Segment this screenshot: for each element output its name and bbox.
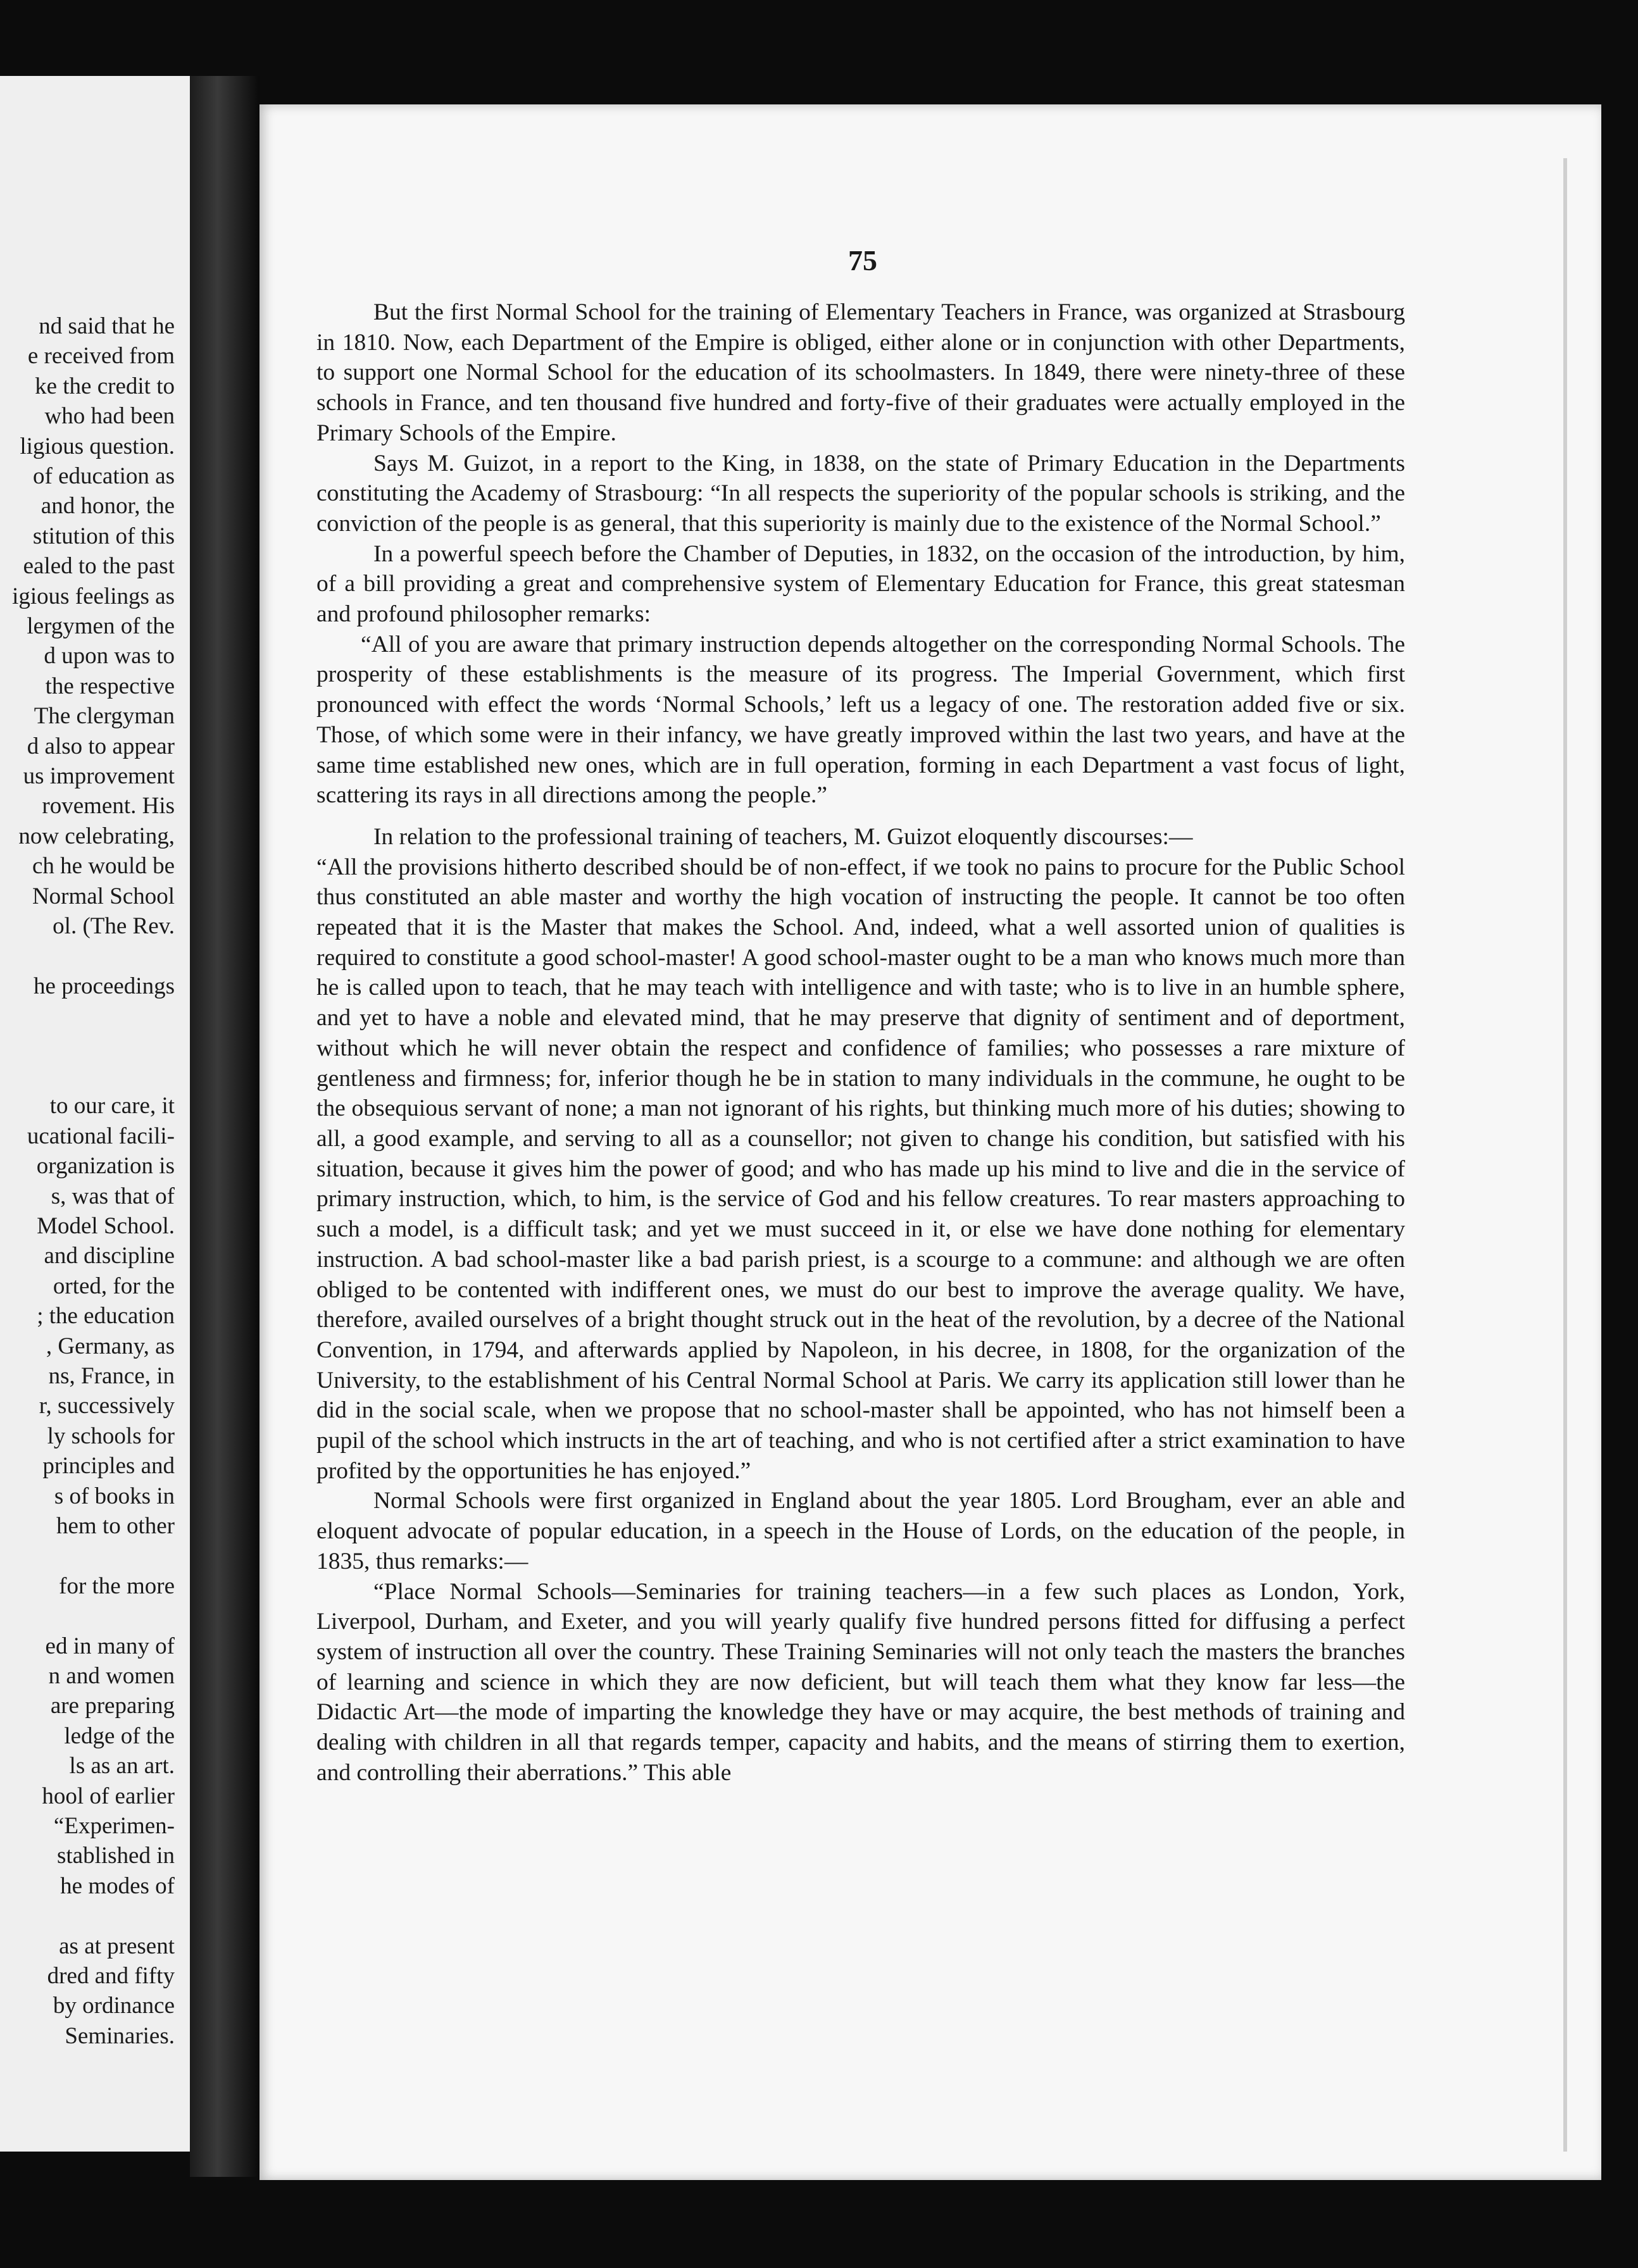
paragraph: Says M. Guizot, in a report to the King, in 1838, on the state of Primary Education in the Departments constituting the Academy of Strasbourg: “In all respects the superiority of the popular schools is striking, and the conviction of the people is as general, that this superiority is mainly due to the existence of the Normal School.” xyxy=(316,450,1405,537)
left-page-line: organization is xyxy=(36,1153,175,1180)
left-page-line: ; the education xyxy=(37,1303,175,1330)
left-page-line: “Experimen- xyxy=(53,1813,175,1839)
book-gutter xyxy=(190,76,259,2177)
left-page-line: The clergyman xyxy=(34,703,175,730)
left-page-line: and honor, the xyxy=(41,493,175,520)
left-page-line: , Germany, as xyxy=(46,1333,175,1359)
left-page-line: nd said that he xyxy=(39,313,175,339)
left-page-line: hool of earlier xyxy=(42,1783,175,1809)
left-page-line: d upon was to xyxy=(44,643,175,670)
left-page-line: orted, for the xyxy=(53,1273,175,1299)
paragraph: “All of you are aware that primary instruction depends altogether on the corresponding Normal Schools. The prosperity of these establishments is the measure of its progress. The Imperial Government, which first pronounced with effect the words ‘Normal Schools,’ left us a legacy of one. The restoration added five or six. Those, of which some were in their infancy, we have greatly improved within the last two years, and have at the same time established new ones, which are in full operation, forming in each Department a vast focus of light, scattering its rays in all directions among the people.” xyxy=(316,631,1405,809)
left-page-line: rovement. His xyxy=(42,793,175,819)
left-page-line: n and women xyxy=(48,1663,175,1689)
left-page-line: ligious question. xyxy=(20,433,175,459)
left-page-line: stitution of this xyxy=(32,523,175,549)
left-page-line: ledge of the xyxy=(64,1723,175,1749)
left-page-line: Normal School xyxy=(32,883,175,909)
left-page-line: stablished in xyxy=(56,1843,175,1869)
left-page-line: he proceedings xyxy=(34,973,175,999)
paragraph: In relation to the professional training of teachers, M. Guizot eloquently discourses:— xyxy=(373,823,1193,850)
left-page-line: ly schools for xyxy=(47,1423,175,1449)
paragraph: “Place Normal Schools—Seminaries for training teachers—in a few such places as London, York, Liverpool, Durham, and Exeter, and you will yearly qualify five hundred persons fitted for diffusing a perfect system of instruction all over the country. These Training Seminaries will not only teach the masters the branches of learning and science in which they are now deficient, but will teach them what they know far less—the Didactic Art—the mode of imparting the knowledge they have or may acquire, the best methods of training and dealing with children in all that regards temper, capacity and habits, and the means of stirring them to exertion, and controlling their aberrations.” This able xyxy=(316,1578,1405,1786)
left-page-line: us improvement xyxy=(23,763,175,789)
left-page-line: d also to appear xyxy=(27,733,175,759)
page-edge xyxy=(1563,158,1567,2152)
left-page-line: who had been xyxy=(44,403,175,430)
paragraph: But the first Normal School for the training of Elementary Teachers in France, was organized at Strasbourg in 1810. Now, each Department of the Empire is obliged, either alone or in conjunction with other Departments, to support one Normal School for the education of its schoolmasters. In 1849, there were ninety-three of these schools in France, and ten thousand five hundred and forty-five of their graduates were actually employed in the Primary Schools of the Empire. xyxy=(316,299,1405,446)
left-page-fragment xyxy=(0,76,190,2152)
paragraph: In a powerful speech before the Chamber of Deputies, in 1832, on the occasion of the introduction, by him, of a bill providing a great and comprehensive system of Elementary Education for France, this great statesman and profound philosopher remarks: xyxy=(316,540,1405,628)
paragraph: Normal Schools were first organized in England about the year 1805. Lord Brougham, ever an able and eloquent advocate of popular education, in a speech in the House of Lords, on the education of the people, in 1835, thus remarks:— xyxy=(316,1488,1405,1574)
left-page-line: hem to other xyxy=(56,1513,175,1539)
left-page-line: the respective xyxy=(45,673,175,699)
left-page-line: Model School. xyxy=(37,1213,175,1239)
paragraph: “All the provisions hitherto described should be of non-effect, if we took no pains to procure for the Public School thus constituted an able master and worthy the high vocation of instructing the people. It cannot be too often repeated that it is the Master that makes the School. And, indeed, what a well assorted union of qualities is required to constitute a good school-master! A good school-master ought to be a man who knows much more than he is called upon to teach, that he may teach with intelligence and with taste; who is to live in an humble sphere, and yet to have a noble and elevated mind, that he may preserve that dignity of sentiment and of deportment, without which he will never obtain the respect and confidence of families; who possesses a rare mixture of gentleness and firmness; for, inferior though he be in station to many individuals in the commune, he ought to be the obsequious servant of none; a man not ignorant of his rights, but thinking much more of his duties; showing to all, a good example, and serving to all as a counsellor; not given to change his condition, but satisfied with his situation, because it gives him the power of good; and who has made up his mind to live and die in the service of primary instruction, which, to him, is the service of God and his fellow creatures. To rear masters approaching to such a model, is a difficult task; and yet we must succeed in it, or else we have done nothing for elementary instruction. A bad school-master like a bad parish priest, is a scourge to a commune: and although we are often obliged to be contented with indifferent ones, we must do our best to improve the average quality. We have, therefore, availed ourselves of a bright thought struck out in the heat of the revolution, by a decree of the National Convention, in 1794, and afterwards applied by Napoleon, in his decree, in 1808, for the organization of the University, to the establishment of his Central Normal School at Paris. We carry its application still lower than he did in the social scale, when we propose that no school-master shall be appointed, who has not himself been a pupil of the school which instructs in the art of teaching, and who is not certified after a strict examination to have profited by the opportunities he has enjoyed.” xyxy=(316,854,1405,1484)
left-page-line: he modes of xyxy=(60,1872,175,1899)
page-number: 75 xyxy=(848,244,877,277)
left-page-line: igious feelings as xyxy=(12,583,175,609)
left-page-line: ch he would be xyxy=(32,853,175,880)
body-text xyxy=(316,297,1405,1788)
left-page-line: s of books in xyxy=(54,1483,175,1509)
left-page-line: lergymen of the xyxy=(27,613,175,639)
left-page-line: ns, France, in xyxy=(48,1363,175,1389)
left-page-line: ed in many of xyxy=(45,1633,175,1659)
left-page-line: by ordinance xyxy=(53,1993,175,2019)
left-page-line: ls as an art. xyxy=(69,1753,175,1779)
left-page-line: as at present xyxy=(59,1933,175,1959)
left-page-line: ealed to the past xyxy=(23,553,175,580)
left-page-line: dred and fifty xyxy=(47,1963,175,1989)
left-page-line: now celebrating, xyxy=(18,823,175,849)
left-page-line: ke the credit to xyxy=(35,373,175,399)
left-page-line: s, was that of xyxy=(51,1183,175,1209)
left-page-line: of education as xyxy=(33,463,175,489)
left-page-line: and discipline xyxy=(44,1243,175,1269)
left-page-line: r, successively xyxy=(39,1393,175,1419)
left-page-line: principles and xyxy=(42,1453,175,1480)
left-page-line: Seminaries. xyxy=(65,2022,175,2049)
left-page-line: e received from xyxy=(27,343,175,370)
left-page-line: ucational facili- xyxy=(27,1123,175,1149)
left-page-line: to our care, it xyxy=(49,1093,175,1119)
left-page-line: for the more xyxy=(59,1573,175,1599)
left-page-line: ol. (The Rev. xyxy=(53,913,175,939)
left-page-line: are preparing xyxy=(50,1693,175,1719)
